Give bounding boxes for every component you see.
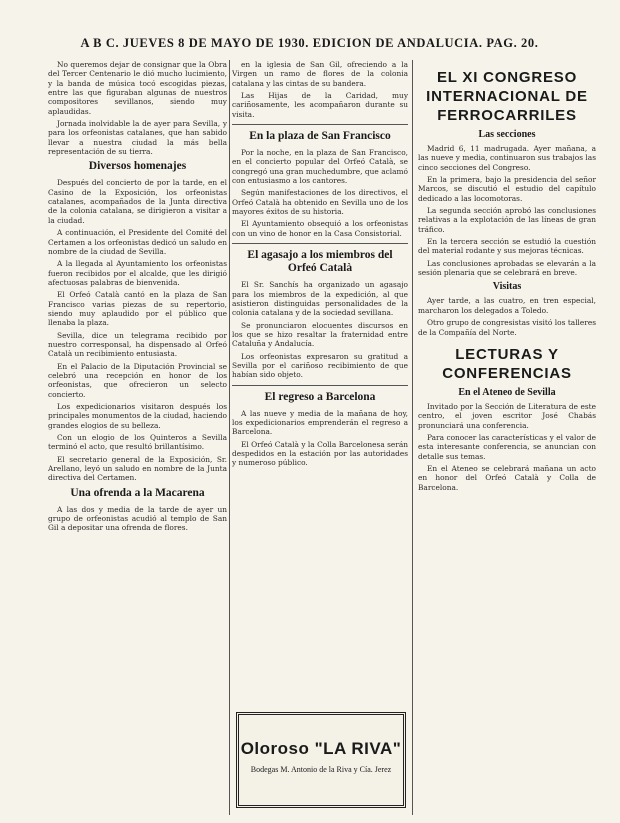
ad-title: Oloroso "LA RIVA" <box>240 739 402 758</box>
column-3 <box>418 60 596 820</box>
paragraph: Para conocer las características y el valor de esta interesante conferencia, se anuncian con detalle sus temas. <box>418 432 596 461</box>
paragraph: Madrid 6, 11 madrugada. Ayer mañana, a las nueve y media, continuaron sus trabajos las cinco secciones del Congreso. <box>418 144 596 172</box>
headline: LECTURAS Y CONFERENCIAS <box>442 345 572 382</box>
paragraph: Invitado por la Sección de Literatura de este centro, el joven escritor José Chabás pronunciará una conferencia. <box>418 401 596 430</box>
paragraph: Jornada inolvidable la de ayer para Sevilla, y para los orfeonistas catalanes, que han sabido llevar a nuestra ciudad la más bella representación de su tierra. <box>48 119 227 157</box>
ad-subtitle: Bodegas M. Antonio de la Riva y Cía. Jerez <box>250 765 392 774</box>
paragraph: No queremos dejar de consignar que la Obra del Tercer Centenario le dió mucho lucimiento, y la banda de música tocó escogidas piezas, entre las que figuraban algunas de nuestros compositores sevillanos, siendo muy aplaudidas. <box>48 60 227 116</box>
paragraph: El secretario general de la Exposición, Sr. Arellano, leyó un saludo en nombre de la Junta directiva del Certamen. <box>48 454 227 483</box>
headline: EL XI CONGRESO INTERNACIONAL DE FERROCARRILES <box>426 69 588 124</box>
subheading: En el Ateneo de Sevilla <box>458 386 556 398</box>
paragraph: A la llegada al Ayuntamiento los orfeonistas fueron recibidos por el alcalde, que les dirigió afectuosas palabras de bienvenida. <box>48 259 227 287</box>
paragraph: en la iglesia de San Gil, ofreciendo a la Virgen un ramo de flores de la colonia catalana y las cintas de su bandera. <box>232 60 408 88</box>
paragraph: Se pronunciaron elocuentes discursos en los que se hizo resaltar la fraternidad entre Cataluña y Andalucía. <box>232 320 408 349</box>
column-rule-1 <box>229 60 230 815</box>
paragraph: Ayer tarde, a las cuatro, en tren especial, marcharon los delegados a Toledo. <box>418 296 596 315</box>
paragraph: Las Hijas de la Caridad, muy cariñosamente, les acompañaron durante su visita. <box>232 91 408 119</box>
paragraph: Sevilla, dice un telegrama recibido por nuestro corresponsal, ha dispensado al Orfeó Català un recibimiento entusiasta. <box>48 330 227 359</box>
subheading: Visitas <box>492 281 522 293</box>
paragraph: La segunda sección aprobó las conclusiones relativas a la explotación de las líneas de gran tráfico. <box>418 206 596 234</box>
section-heading: Una ofrenda a la Macarena <box>70 486 205 499</box>
subheading: Las secciones <box>478 129 536 140</box>
paragraph: A las nueve y media de la mañana de hoy, los expedicionarios emprenderán el regreso a Barcelona. <box>232 408 408 437</box>
divider <box>232 124 408 125</box>
divider <box>232 385 408 386</box>
paragraph: A continuación, el Presidente del Comité del Certamen a los orfeonistas dedicó un saludo en nombre de la ciudad de Sevilla. <box>48 228 227 256</box>
column-rule-2 <box>412 60 413 815</box>
column-2 <box>232 60 408 820</box>
paragraph: El Orfeó Català y la Colla Barcelonesa serán despedidos en la estación por las autoridades y numeroso público. <box>232 439 408 468</box>
paragraph: El Orfeó Català cantó en la plaza de San Francisco varias piezas de su repertorio, siendo muy aplaudido por el público que llenaba la plaza. <box>48 290 227 328</box>
paragraph: El Ayuntamiento obsequió a los orfeonistas con un vino de honor en la Casa Consistorial. <box>232 219 408 238</box>
divider <box>232 243 408 244</box>
section-heading: En la plaza de San Francisco <box>249 130 391 143</box>
paragraph: En la primera, bajo la presidencia del señor Marcos, se discutió el estudio del capítulo dedicado a las locomotoras. <box>418 175 596 203</box>
section-heading: Diversos homenajes <box>88 160 187 173</box>
section-heading: El regreso a Barcelona <box>264 390 376 403</box>
paragraph: Con un elogio de los Quinteros a Sevilla terminó el acto, que resultó brillantísimo. <box>48 433 227 452</box>
column-1 <box>48 60 227 820</box>
paragraph: A las dos y media de la tarde de ayer un grupo de orfeonistas acudió al templo de San Gil a depositar una ofrenda de flores. <box>48 504 227 533</box>
paragraph: Después del concierto de por la tarde, en el Casino de la Exposición, los orfeonistas catalanes, acompañados de la Junta directiva de la colonia catalana, se dirigieron a visitar a la ciudad. <box>48 178 227 225</box>
paragraph: Las conclusiones aprobadas se elevarán a la sesión plenaria que se celebrará en breve. <box>418 258 596 278</box>
paragraph: Por la noche, en la plaza de San Francisco, en el concierto popular del Orfeó Català, se congregó una gran muchedumbre, que aclamó con entusiasmo a los cantores. <box>232 148 408 186</box>
paragraph: Otro grupo de congresistas visitó los talleres de la Compañía del Norte. <box>418 318 596 337</box>
paragraph: En la tercera sección se estudió la cuestión del material rodante y sus mejoras técnicas. <box>418 237 596 256</box>
section-heading: El agasajo a los miembros del Orfeó Català <box>247 249 393 275</box>
paragraph: Los expedicionarios visitaron después los principales monumentos de la ciudad, haciendo grandes elogios de su belleza. <box>48 402 227 430</box>
paragraph: En el Palacio de la Diputación Provincial se celebró una recepción en honor de los orfeonistas, que ofrecieron un selecto concierto. <box>48 361 227 399</box>
page-header: A B C. JUEVES 8 DE MAYO DE 1930. EDICION DE ANDALUCIA. PAG. 20. <box>80 36 539 50</box>
paragraph: Según manifestaciones de los directivos, el Orfeó Català ha obtenido en Sevilla uno de los mayores éxitos de su historia. <box>232 188 408 217</box>
paragraph: En el Ateneo se celebrará mañana un acto en honor del Orfeó Català y Colla de Barcelona. <box>418 463 596 492</box>
advertisement <box>236 712 406 808</box>
paragraph: Los orfeonistas expresaron su gratitud a Sevilla por el cariñoso recibimiento de que habían sido objeto. <box>232 351 408 380</box>
paragraph: El Sr. Sanchís ha organizado un agasajo para los miembros de la expedición, al que asistieron distinguidas personalidades de la colonia catalana y de la sociedad sevillana. <box>232 280 408 318</box>
